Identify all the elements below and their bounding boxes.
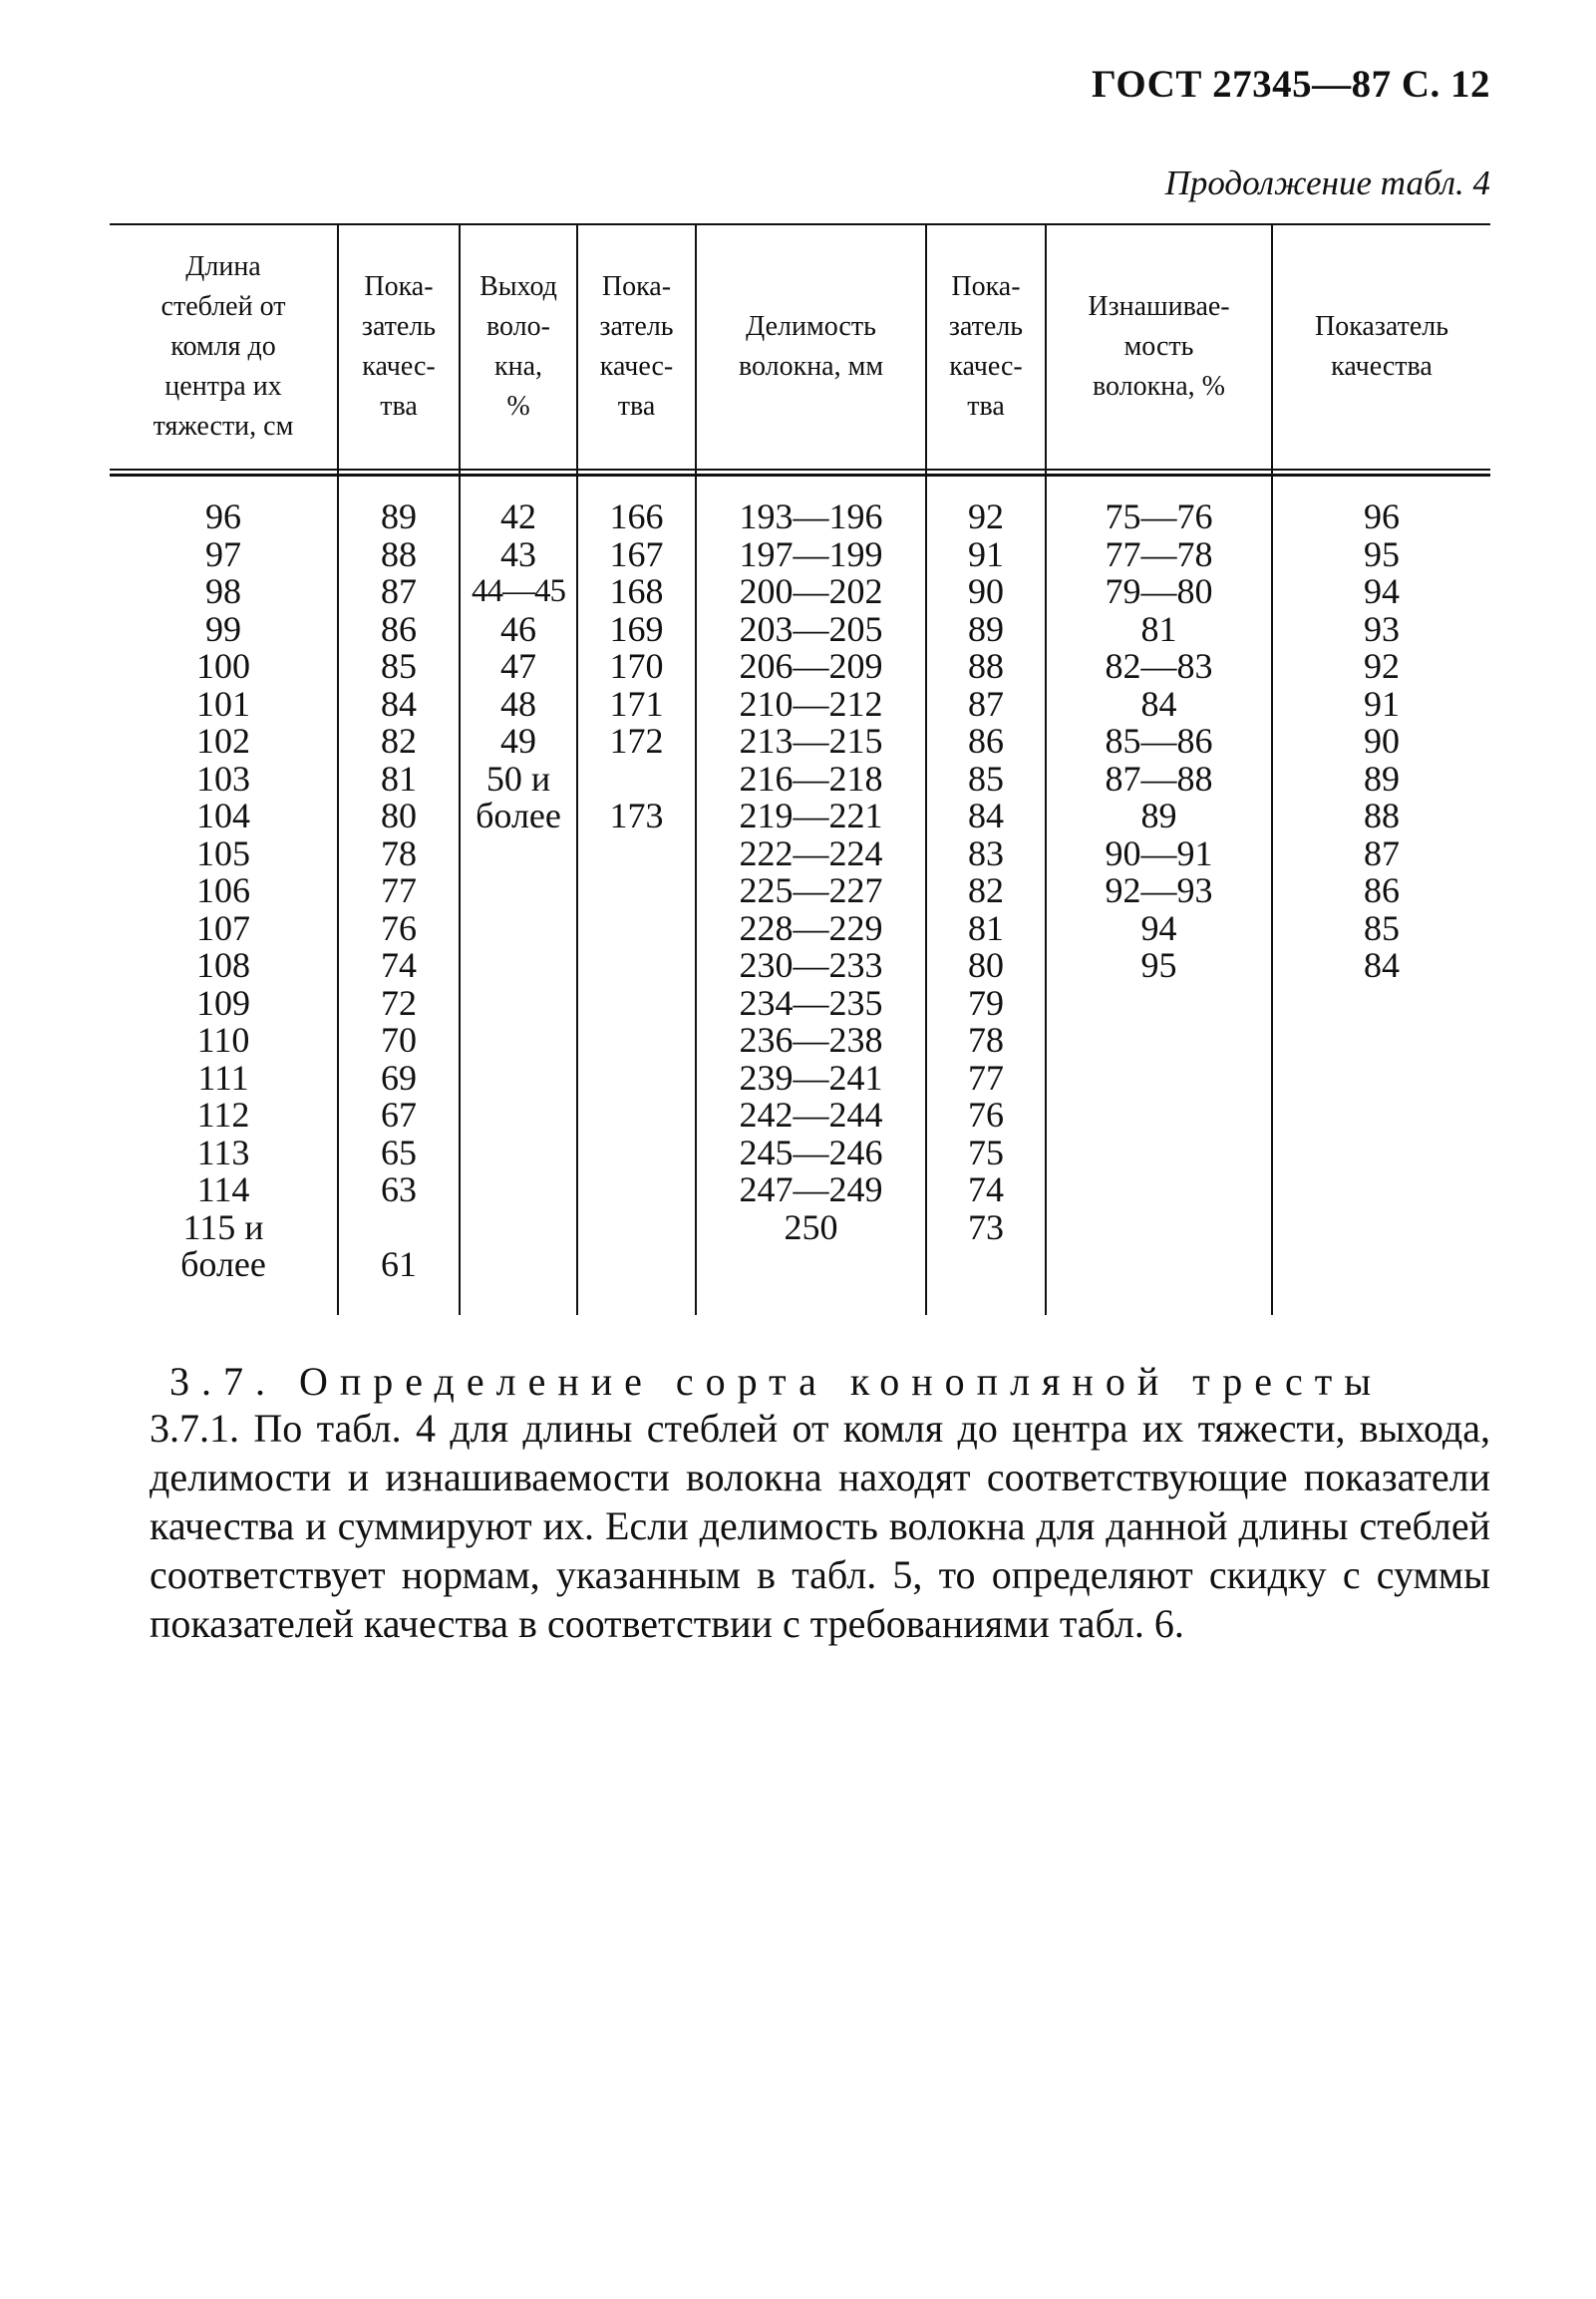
table-cell: 99 xyxy=(205,608,241,649)
table-cell: 84 xyxy=(1140,683,1177,724)
table-cell: 77 xyxy=(381,870,417,910)
table-cell: 102 xyxy=(196,721,250,761)
table-cell: 91 xyxy=(968,533,1004,574)
column-quality-2 xyxy=(578,498,695,835)
table-cell: 76 xyxy=(968,1095,1004,1135)
table-cell: 80 xyxy=(381,796,417,835)
table-cell: 86 xyxy=(381,608,417,649)
table-cell: 48 xyxy=(500,683,536,724)
table-cell: 90—91 xyxy=(1105,832,1213,873)
table-cell: 110 xyxy=(196,1020,250,1060)
table-cell: 250 xyxy=(784,1206,838,1247)
table-cell: 200—202 xyxy=(739,571,883,611)
table-cell: 79 xyxy=(968,982,1004,1023)
table-cell: 213—215 xyxy=(739,721,883,761)
table-cell: 89 xyxy=(1140,796,1177,835)
table-cell: 97 xyxy=(205,533,241,574)
table-cell: 216—218 xyxy=(739,758,883,799)
section-heading: 3.7. Определение сорта конопляной тресты xyxy=(169,1359,1384,1404)
column-header-quality-4: Показатель качества xyxy=(1315,311,1448,382)
table-cell: 236—238 xyxy=(739,1020,883,1060)
table-cell: 81 xyxy=(968,907,1004,948)
column-quality-1 xyxy=(339,498,459,1284)
column-quality-4 xyxy=(1273,498,1490,985)
table-cell: 77 xyxy=(968,1057,1004,1098)
table-cell: 171 xyxy=(609,683,664,724)
table-cell: 80 xyxy=(968,945,1004,985)
table-cell: 84 xyxy=(381,683,417,724)
table-cell: 67 xyxy=(381,1095,417,1135)
table-cell: 193—196 xyxy=(739,496,883,536)
table-cell: более xyxy=(180,1244,266,1284)
table-cell: 61 xyxy=(381,1244,417,1284)
table-cell: 75—76 xyxy=(1105,496,1213,536)
table-cell: 166 xyxy=(609,496,664,536)
column-header-quality-2: Пока- затель качес- тва xyxy=(599,271,674,422)
table-cell: 230—233 xyxy=(739,945,883,985)
table-cell: 63 xyxy=(381,1169,417,1209)
table-cell: 81 xyxy=(381,758,417,799)
table-cell: 169 xyxy=(609,608,664,649)
table-cell: 73 xyxy=(968,1206,1004,1247)
table-cell: 74 xyxy=(381,945,417,985)
table-cell: 109 xyxy=(196,982,250,1023)
table-cell: 172 xyxy=(609,721,664,761)
table-cell: 82 xyxy=(381,721,417,761)
table-cell: 228—229 xyxy=(739,907,883,948)
table-cell xyxy=(339,1209,459,1247)
table-cell: 239—241 xyxy=(739,1057,883,1098)
table-cell: 168 xyxy=(609,571,664,611)
column-header-fiber-wear: Изнашивае- мость волокна, % xyxy=(1088,291,1230,402)
table-cell: 81 xyxy=(1140,608,1177,649)
table-cell: 167 xyxy=(609,533,664,574)
table-cell: 234—235 xyxy=(739,982,883,1023)
table-cell: 87 xyxy=(968,683,1004,724)
table-cell: 107 xyxy=(196,907,250,948)
table-cell: 89 xyxy=(1364,758,1400,799)
table-cell: более xyxy=(476,796,561,835)
table-cell: 85 xyxy=(968,758,1004,799)
table-cell: 79—80 xyxy=(1105,571,1213,611)
table-cell: 87 xyxy=(1364,832,1400,873)
table-cell: 247—249 xyxy=(739,1169,883,1209)
column-stem-length xyxy=(110,498,337,1284)
table-cell: 83 xyxy=(968,832,1004,873)
table-cell: 78 xyxy=(381,832,417,873)
table-cell: 43 xyxy=(500,533,536,574)
table-cell: 50 и xyxy=(485,758,551,799)
column-header-fiber-yield: Выход воло- кна, % xyxy=(479,271,557,422)
section-paragraph: 3.7.1. По табл. 4 для длины стеблей от комля до центра их тяжести, выхода, делимости и изнашиваемости волокна находят соответствующие показатели качества и суммируют их. Если делимость волокна для данной длины стеблей соответствует нормам, указанным в табл. 5, то определяют скидку с суммы показателей качества в соответствии с требованиями табл. 6. xyxy=(150,1406,1490,1646)
table-cell: 95 xyxy=(1140,945,1177,985)
table-cell: 90 xyxy=(968,571,1004,611)
table-cell: 114 xyxy=(196,1169,250,1209)
table-cell: 89 xyxy=(381,496,417,536)
table-cell: 87—88 xyxy=(1105,758,1213,799)
table-cell: 112 xyxy=(196,1095,250,1135)
table-cell: 65 xyxy=(381,1132,417,1172)
table-caption: Продолжение табл. 4 xyxy=(1164,164,1490,202)
table-cell: 88 xyxy=(1364,796,1400,835)
table-cell: 245—246 xyxy=(739,1132,883,1172)
table-cell: 44—45 xyxy=(472,573,565,609)
table-cell: 203—205 xyxy=(739,608,883,649)
table-header-rule-2 xyxy=(110,474,1490,477)
table-cell: 94 xyxy=(1140,907,1177,948)
column-quality-3 xyxy=(927,498,1045,1246)
column-header-stem-length: Длина стеблей от комля до центра их тяжести, см xyxy=(153,251,294,442)
table-cell: 108 xyxy=(196,945,250,985)
table-cell: 100 xyxy=(196,646,250,686)
column-fiber-wear xyxy=(1047,498,1271,985)
table-cell: 87 xyxy=(381,571,417,611)
column-header-quality-3: Пока- затель качес- тва xyxy=(948,271,1024,422)
table-header-rule-1 xyxy=(110,469,1490,471)
table-cell: 98 xyxy=(205,571,241,611)
table-cell: 225—227 xyxy=(739,870,883,910)
table-cell: 78 xyxy=(968,1020,1004,1060)
page-header: ГОСТ 27345—87 С. 12 xyxy=(1092,63,1490,106)
column-header-fiber-divisibility: Делимость волокна, мм xyxy=(738,311,884,382)
table-cell: 197—199 xyxy=(739,533,883,574)
table-cell: 85 xyxy=(1364,907,1400,948)
table-cell: 170 xyxy=(609,646,664,686)
table-cell: 85—86 xyxy=(1105,721,1213,761)
table-cell: 210—212 xyxy=(739,683,883,724)
table-cell: 94 xyxy=(1364,571,1400,611)
column-fiber-divisibility xyxy=(697,498,925,1246)
table-cell: 92 xyxy=(1364,646,1400,686)
table-cell: 115 и xyxy=(182,1206,264,1247)
table-cell: 86 xyxy=(968,721,1004,761)
quality-table xyxy=(110,220,1490,1315)
table-cell: 222—224 xyxy=(739,832,883,873)
table-cell: 206—209 xyxy=(739,646,883,686)
table-cell: 242—244 xyxy=(739,1095,883,1135)
table-cell: 89 xyxy=(968,608,1004,649)
table-cell: 42 xyxy=(500,496,536,536)
table-cell: 96 xyxy=(205,496,241,536)
table-cell: 82 xyxy=(968,870,1004,910)
table-cell: 104 xyxy=(196,796,250,835)
table-cell: 96 xyxy=(1364,496,1400,536)
table-cell: 88 xyxy=(968,646,1004,686)
table-cell: 75 xyxy=(968,1132,1004,1172)
table-cell: 69 xyxy=(381,1057,417,1098)
column-header-quality-1: Пока- затель качес- тва xyxy=(361,271,437,422)
table-cell: 70 xyxy=(381,1020,417,1060)
table-cell: 88 xyxy=(381,533,417,574)
table-cell: 219—221 xyxy=(739,796,883,835)
table-cell: 91 xyxy=(1364,683,1400,724)
table-cell xyxy=(578,761,695,799)
table-cell: 49 xyxy=(500,721,536,761)
table-cell: 106 xyxy=(196,870,250,910)
table-cell: 82—83 xyxy=(1105,646,1213,686)
table-cell: 92—93 xyxy=(1105,870,1213,910)
table-cell: 101 xyxy=(196,683,250,724)
table-cell: 77—78 xyxy=(1105,533,1213,574)
table-cell: 84 xyxy=(1364,945,1400,985)
table-cell: 95 xyxy=(1364,533,1400,574)
table-cell: 85 xyxy=(381,646,417,686)
table-cell: 92 xyxy=(968,496,1004,536)
table-cell: 84 xyxy=(968,796,1004,835)
table-cell: 93 xyxy=(1364,608,1400,649)
table-cell: 74 xyxy=(968,1169,1004,1209)
table-cell: 105 xyxy=(196,832,250,873)
table-cell: 90 xyxy=(1364,721,1400,761)
table-cell: 46 xyxy=(500,608,536,649)
table-cell: 173 xyxy=(609,796,664,835)
table-cell: 103 xyxy=(196,758,250,799)
table-cell: 111 xyxy=(197,1057,249,1098)
table-cell: 113 xyxy=(196,1132,250,1172)
table-cell: 76 xyxy=(381,907,417,948)
table-cell: 47 xyxy=(500,646,536,686)
table-cell: 86 xyxy=(1364,870,1400,910)
column-fiber-yield xyxy=(461,498,576,835)
table-cell: 72 xyxy=(381,982,417,1023)
